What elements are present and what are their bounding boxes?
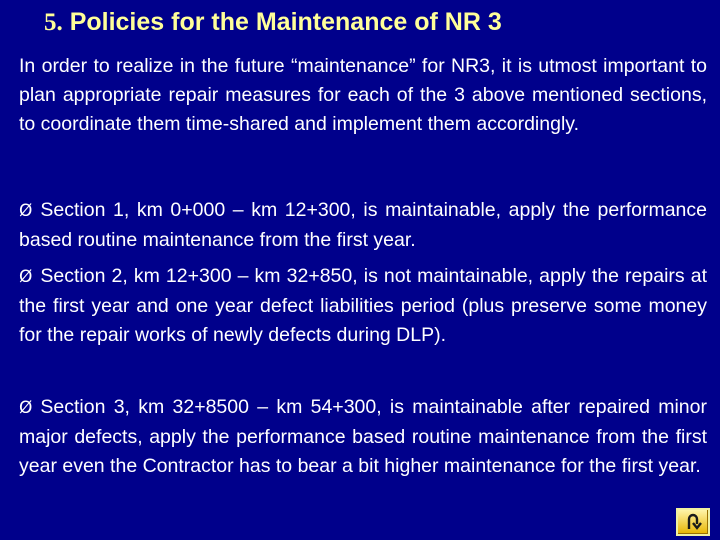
bullet-text: Section 3, km 32+8500 – km 54+300, is maintainable after repaired minor major defects, apply the performance based routine maintenance from the first year even the Contractor has to bear a bit higher maintenance for the first year. <box>19 396 707 477</box>
bullet-text: Section 2, km 12+300 – km 32+850, is not maintainable, apply the repairs at the first year and one year defect liabilities period (plus preserve some money for the repair works of newly defects during DLP). <box>19 265 707 346</box>
bullet-text: Section 1, km 0+000 – km 12+300, is maintainable, apply the performance based routine maintenance from the first year. <box>19 199 707 251</box>
return-u-turn-icon <box>683 512 703 532</box>
bullet-section-3 <box>19 393 707 481</box>
intro-paragraph: In order to realize in the future “maintenance” for NR3, it is utmost important to plan appropriate repair measures for each of the 3 above mentioned sections, to coordinate them time-shared and implement them accordingly. <box>19 55 707 135</box>
bullet-section-1 <box>19 196 707 255</box>
arrow-bullet-icon: Ø <box>19 201 33 221</box>
slide-title <box>44 8 502 37</box>
title-text: Policies for the Maintenance of NR 3 <box>62 8 502 36</box>
arrow-bullet-icon: Ø <box>19 398 33 418</box>
bullet-section-2 <box>19 262 707 350</box>
arrow-bullet-icon: Ø <box>19 267 33 287</box>
return-button[interactable] <box>676 508 710 536</box>
title-number: 5. <box>44 9 63 36</box>
